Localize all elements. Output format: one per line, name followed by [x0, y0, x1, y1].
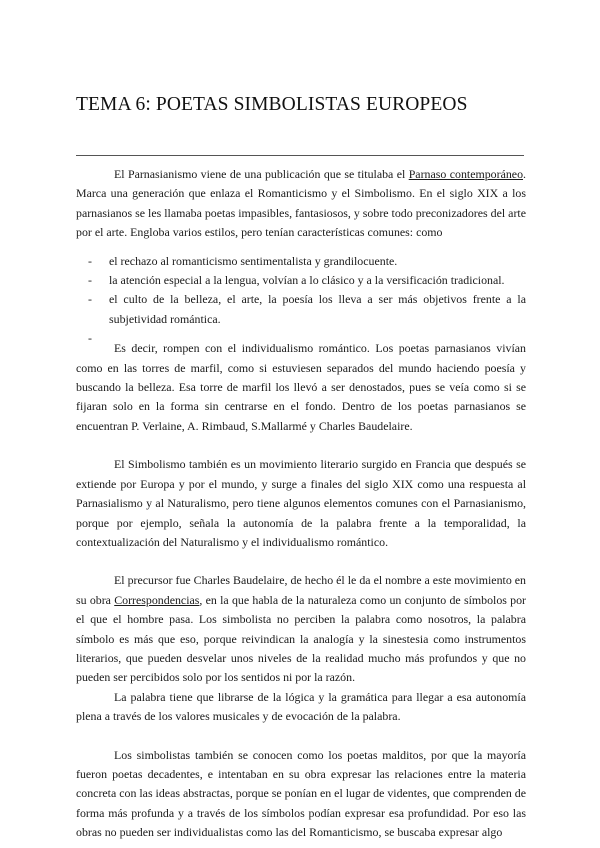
list-item-text: la atención especial a la lengua, volvían a lo clásico y a la versificación tradicional.: [109, 273, 505, 288]
list-item: [76, 271, 526, 290]
list-item-text: el culto de la belleza, el arte, la poesía los lleva a ser más objetivos frente a la subjetividad romántica.: [109, 292, 526, 326]
list-item: [76, 329, 526, 346]
document-title: TEMA 6: POETAS SIMBOLISTAS EUROPEOS: [76, 94, 468, 115]
reference-correspondencias: Correspondencias: [114, 592, 200, 607]
reference-parnaso-contemporaneo: Parnaso contemporáneo: [408, 167, 524, 181]
list-item: [76, 252, 526, 271]
paragraph-torre-marfil: Es decir, rompen con el individualismo romántico. Los poetas parnasianos vivían como en las torres de marfil, como si estuviesen separados del mundo haciendo poesía y buscando la belleza. Esa torre de marfil los llevó a ser denostados, pues se veía como si se fijaran solo en la forma sin centrarse en el fondo. Dentro de los poetas parnasianos se encuentran P. Verlaine, A. Rimbaud, S.Mallarmé y Charles Baudelaire.: [76, 341, 526, 433]
dash-marker: -: [88, 273, 92, 288]
title-divider: [76, 155, 524, 156]
list-item: [76, 290, 526, 329]
paragraph-text: . Marca una generación que enlaza el Romanticismo y el Simbolismo. En el siglo XIX a los parnasianos se les llamaba poetas impasibles, fantasiosos, y sobre todo preconizadores del arte por el arte. Engloba varios estilos, pero tenían características comunes: como: [76, 167, 526, 240]
paragraph-parnasianismo: [76, 165, 526, 243]
paragraph-text: El Parnasianismo viene de una publicación que se titulaba el: [114, 167, 409, 181]
paragraph-simbolismo: El Simbolismo también es un movimiento literario surgido en Francia que después se extiende por Europa y por el mundo, y surge a finales del siglo XIX como una respuesta al Parnasialismo y al Naturalismo, pero tiene algunos elementos comunes con el Parnasianismo, porque por ejemplo, señala la autonomía de la palabra frente a la temporalidad, la contextualización del Naturalismo y el individualismo romántico.: [76, 457, 526, 549]
dash-marker: -: [88, 292, 92, 307]
dash-marker: -: [88, 331, 92, 346]
list-item-text: el rechazo al romanticismo sentimentalista y grandilocuente.: [109, 253, 398, 268]
paragraph-text: El precursor fue Charles Baudelaire, de hecho él le da el nombre a este movimiento en su obra: [76, 573, 526, 607]
dash-marker: -: [88, 253, 92, 268]
paragraph-baudelaire: [76, 571, 526, 687]
paragraph-palabra: La palabra tiene que librarse de la lógica y la gramática para llegar a esa autonomía plena a través de los valores musicales y de evocación de la palabra.: [76, 689, 526, 724]
document-body: [76, 165, 526, 843]
paragraph-poetas-malditos: Los simbolistas también se conocen como los poetas malditos, por que la mayoría fueron poetas decadentes, e intentaban en su obra expresar las relaciones entre la materia concreta con las ideas abstractas, porque se ponían en el lugar de videntes, que comprenden de forma más profunda y a través de los símbolos podían expresar esa profundidad. Por eso las obras no pueden ser individualistas como las del Romanticismo, se buscaba expresar algo: [76, 747, 527, 840]
characteristics-list: [76, 252, 526, 346]
paragraph-text: , en la que habla de la naturaleza como un conjunto de símbolos por el que el hombre pasa. Los simbolista no perciben la palabra como nosotros, la palabra símbolo es más que eso, porque reivindican la analogía y la sinestesia como instrumentos literarios, que pueden desvelar unos niveles de la realidad mucho más profundos y que no pueden ser percibidos solo por los sentidos ni por la razón.: [76, 592, 526, 685]
